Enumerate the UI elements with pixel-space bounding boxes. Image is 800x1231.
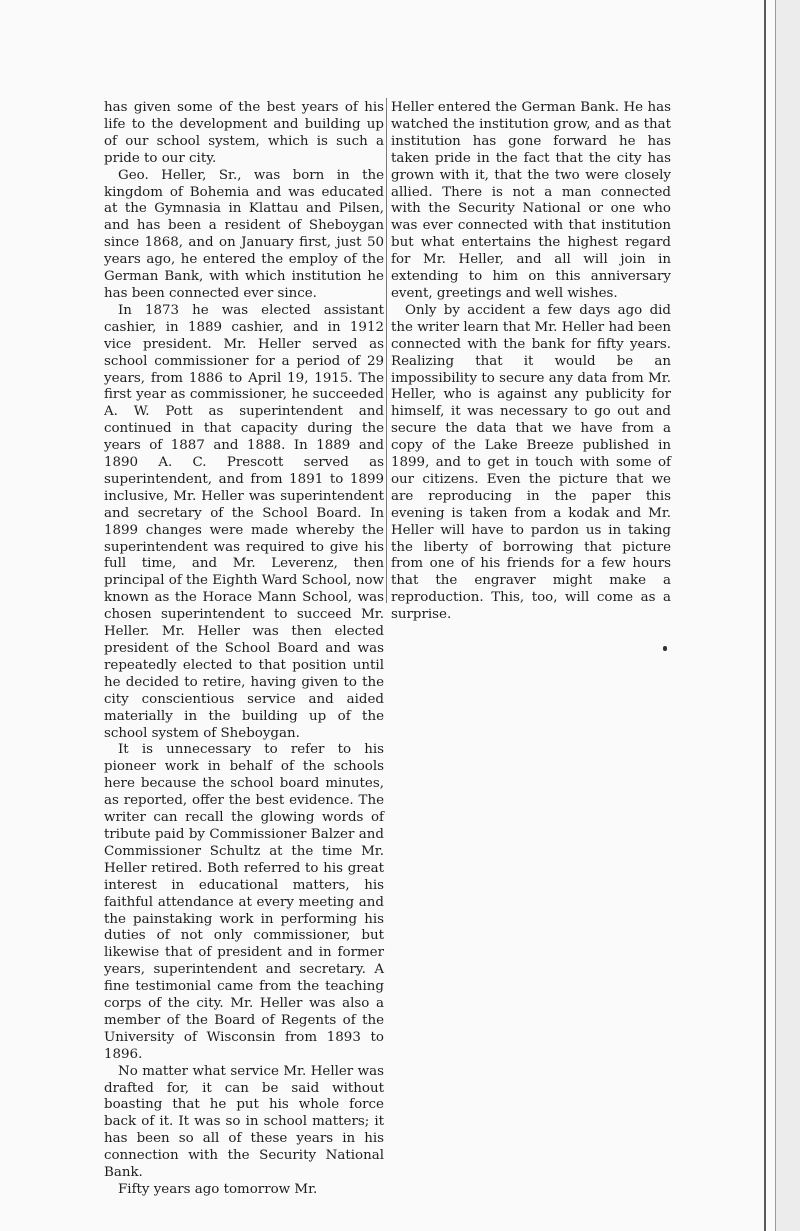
paragraph-3: In 1873 he was elected assistant cashier, in 1889 cashier, and in 1912 vice president. Mr. Heller served as school commissioner for a period of 29 years, from 1886 to April 19, 1915. The first year as commissioner, he succeeded A. W. Pott as superintendent and continued in that capacity during the years of 1887 and 1888. In 1889 and 1890 A. C. Prescott served as superintendent, and from 1891 to 1899 inclusive, Mr. Heller was superintendent and secretary of the School Board. In 1899 changes were made whereby the superintendent was required to give his full time, and Mr. Leverenz, then principal of the Eighth Ward School, now known as the Horace Mann School, was chosen superintendent to succeed Mr. Heller. Mr. Heller was then elected president of the School Board and was repeatedly elected to that position until he decided to retire, having given to the city conscientious service and aided materially in the building up of the school system of Sheboygan.: [104, 302, 384, 741]
paragraph-1: has given some of the best years of his life to the development and building up of our school system, which is such a pride to our city.: [104, 100, 384, 166]
paragraph-6: Fifty years ago tomorrow Mr.: [118, 1182, 318, 1197]
article-column-left: [104, 100, 384, 1199]
scan-margin: [776, 0, 800, 1231]
page-edge-line-outer: [775, 0, 776, 1231]
ink-speck: [663, 646, 667, 651]
paragraph-7: Heller entered the German Bank. He has watched the institution grow, and as that institution has gone forward he has taken pride in the fact that the city has grown with it, that the two were closely allied. There is not a man connected with the Security National or one who was ever connected with that institution but what entertains the highest regard for Mr. Heller, and all will join in extending to him on this anniversary event, greetings and well wishes.: [391, 100, 671, 301]
paragraph-2: Geo. Heller, Sr., was born in the kingdom of Bohemia and was educated at the Gymnasia in Klattau and Pilsen, and has been a resident of Sheboygan since 1868, and on January first, just 50 years ago, he entered the employ of the German Bank, with which institution he has been connected ever since.: [104, 167, 384, 301]
article-column-right: [391, 100, 671, 624]
paragraph-4: It is unnecessary to refer to his pioneer work in behalf of the schools here because the school board minutes, as reported, offer the best evidence. The writer can recall the glowing words of tribute paid by Commissioner Balzer and Commissioner Schultz at the time Mr. Heller retired. Both referred to his great interest in educational matters, his faithful attendance at every meeting and the painstaking work in performing his duties of not only commissioner, but likewise that of president and in former years, superintendent and secretary. A fine testimonial came from the teaching corps of the city. Mr. Heller was also a member of the Board of Regents of the University of Wisconsin from 1893 to 1896.: [104, 742, 384, 1062]
column-divider: [386, 98, 387, 603]
paragraph-8: Only by accident a few days ago did the writer learn that Mr. Heller had been connected with the bank for fifty years. Realizing that it would be an impossibility to secure any data from Mr. Heller, who is against any publicity for himself, it was necessary to go out and secure the data that we have from a copy of the Lake Breeze published in 1899, and to get in touch with some of our citizens. Even the picture that we are reproducing in the paper this evening is taken from a kodak and Mr. Heller will have to pardon us in taking the liberty of borrowing that picture from one of his friends for a few hours that the engraver might make a reproduction. This, too, will come as a surprise.: [391, 302, 671, 623]
paragraph-5: No matter what service Mr. Heller was drafted for, it can be said without boasting that he put his whole force back of it. It was so in school matters; it has been so all of these years in his connection with the Security National Bank.: [104, 1063, 384, 1181]
page-edge-line: [764, 0, 766, 1231]
